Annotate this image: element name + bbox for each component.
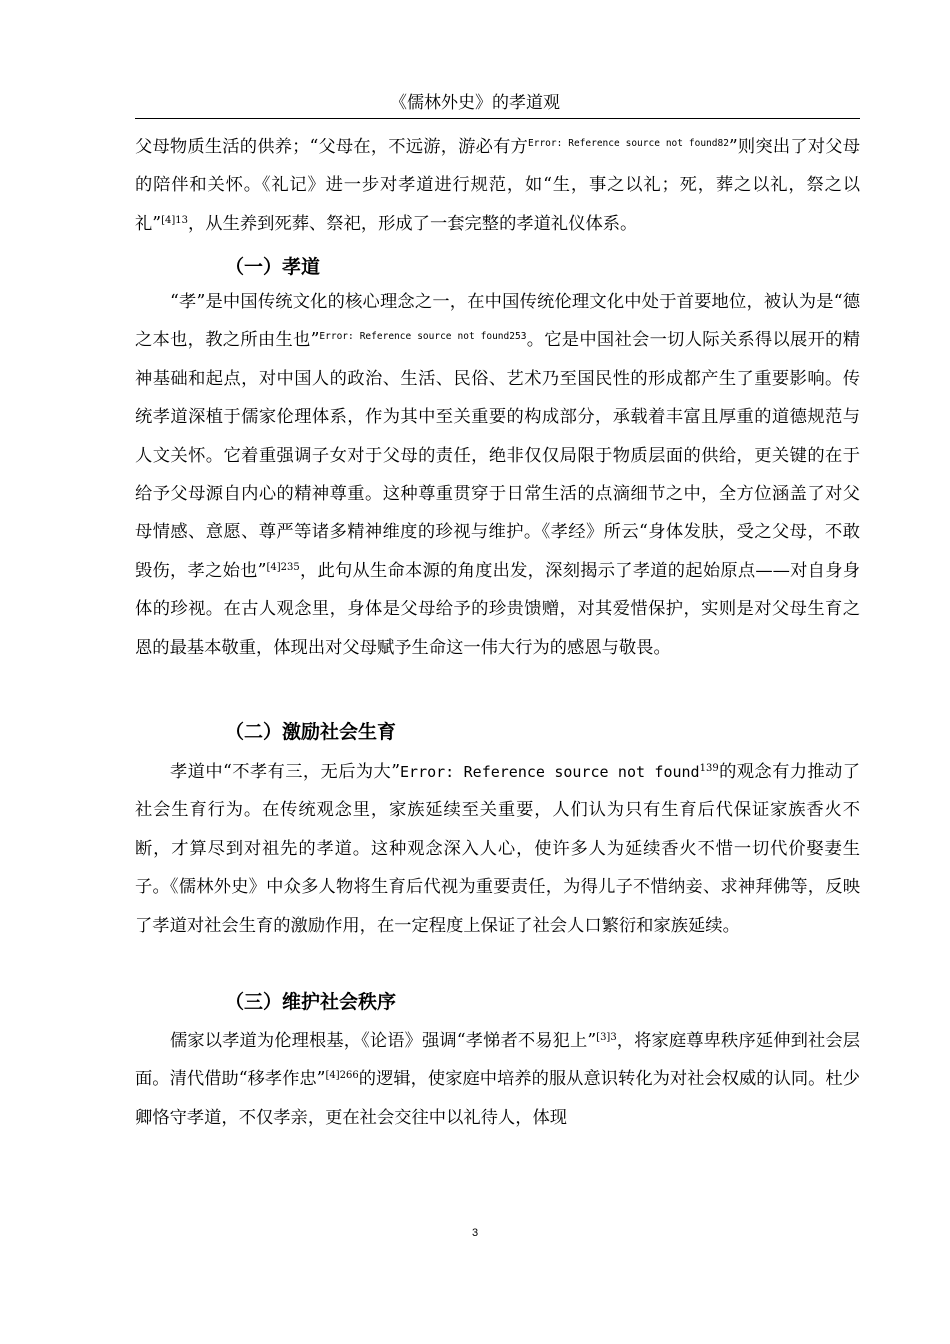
intro-paragraph: [135, 128, 860, 243]
citation-4-235: [4]235: [266, 561, 300, 573]
intro-text-2: ”则突出了对父母的陪伴和关怀。《礼记》进一步对孝道进行规范，如“生，事之以礼；死，葬之以礼，祭之以礼”: [135, 137, 860, 234]
citation-139: 139: [699, 763, 719, 774]
section1-text-1: “孝”是中国传统文化的核心理念之一，在中国传统伦理文化中处于首要地位，被认为是“德之本也，教之所由生也”: [135, 292, 860, 351]
citation-4-13: [4]13: [161, 214, 189, 226]
section2-text-1: 孝道中“不孝有三，无后为大”: [170, 762, 401, 782]
section3-text-1: 儒家以孝道为伦理根基，《论语》强调“孝悌者不易犯上”: [170, 1031, 597, 1051]
running-header-title: 《儒林外史》的孝道观: [390, 93, 560, 113]
section1-text-2: 。它是中国社会一切人际关系得以展开的精神基础和起点，对中国人的政治、生活、民俗、艺术乃至国民性的形成都产生了重要影响。传统孝道深植于儒家伦理体系，作为其中至关重要的构成部分，承载着丰富且厚重的道德规范与人文关怀。它着重强调子女对于父母的责任，绝非仅仅局限于物质层面的供给，更关键的在于给予父母源自内心的精神尊重。这种尊重贯穿于日常生活的点滴细节之中，全方位涵盖了对父母情感、意愿、尊严等诸多精神维度的珍视与维护。《孝经》所云“身体发肤，受之父母，不敢毁伤，孝之始也”: [135, 330, 860, 581]
section1-text-3: ，此句从生命本源的角度出发，深刻揭示了孝道的起始原点——对自身身体的珍视。在古人观念里，身体是父母给予的珍贵馈赠，对其爱惜保护，实则是对父母生育之恩的最基本敬重，体现出对父母赋予生命这一伟大行为的感恩与敬畏。: [135, 560, 860, 658]
reference-error-3: Error: Reference source not found: [400, 763, 700, 781]
intro-text-1: 父母物质生活的供养；“父母在，不远游，游必有方: [135, 137, 529, 157]
section-heading-social-order: （三）维护社会秩序: [225, 991, 397, 1013]
section3-text-3: 的逻辑，使家庭中培养的服从意识转化为对社会权威的认同。杜少卿恪守孝道，不仅孝亲，更在社会交往中以礼待人，体现: [135, 1069, 860, 1128]
section3-paragraph: [135, 1022, 860, 1137]
citation-4-266: [4]266: [325, 1070, 359, 1082]
section1-paragraph: [135, 283, 860, 667]
citation-3-3: [3]3: [596, 1032, 617, 1043]
reference-error-1: Error: Reference source not found82: [528, 138, 729, 149]
section2-paragraph: [135, 753, 860, 945]
header-divider: [135, 118, 860, 119]
section2-text-2: 的观念有力推动了社会生育行为。在传统观念里，家族延续至关重要，人们认为只有生育后代保证家族香火不断，才算尽到对祖先的孝道。这种观念深入人心，使许多人为延续香火不惜一切代价娶妻生子。《儒林外史》中众多人物将生育后代视为重要责任，为得儿子不惜纳妾、求神拜佛等，反映了孝道对社会生育的激励作用，在一定程度上保证了社会人口繁衍和家族延续。: [135, 762, 861, 936]
intro-text-3: ，从生养到死葬、祭祀，形成了一套完整的孝道礼仪体系。: [188, 213, 638, 234]
section3-text-2: ，将家庭尊卑秩序延伸到社会层面。清代借助“移孝作忠”: [135, 1031, 860, 1090]
page-number: 3: [471, 1227, 479, 1239]
section-heading-filial-piety: （一）孝道: [225, 256, 321, 278]
reference-error-2: Error: Reference source not found253: [319, 331, 527, 343]
section-heading-birth-encouragement: （二）激励社会生育: [225, 721, 397, 743]
